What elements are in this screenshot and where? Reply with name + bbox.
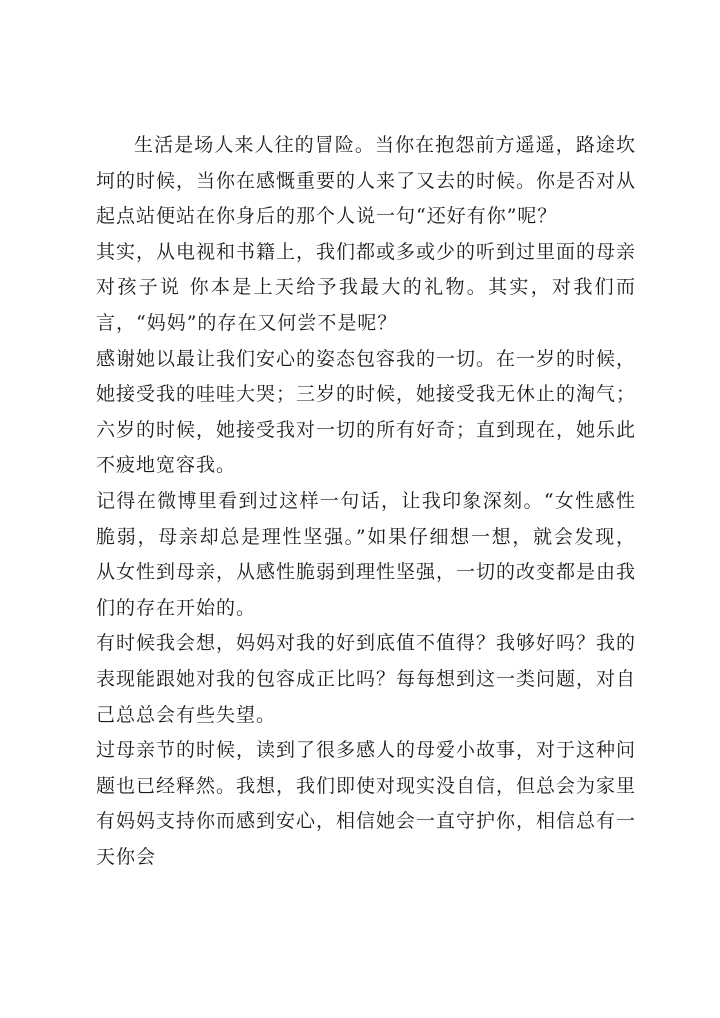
paragraph-4: 记得在微博里看到过这样一句话，让我印象深刻。“女性感性脆弱，母亲却总是理性坚强。”如果仔细想一想，就会发现，从女性到母亲，从感性脆弱到理性坚强，一切的改变都是由我们的存在开始的。 bbox=[96, 489, 637, 619]
document-page bbox=[96, 128, 636, 875]
paragraph-5: 有时候我会想，妈妈对我的好到底值不值得？我够好吗？我的表现能跟她对我的包容成正比吗？每每想到这一类问题，对自己总总会有些失望。 bbox=[96, 632, 637, 726]
paragraph-1: 生活是场人来人往的冒险。当你在抱怨前方遥遥，路途坎坷的时候，当你在感慨重要的人来了又去的时候。你是否对从起点站便站在你身后的那个人说一句“还好有你”呢？ bbox=[96, 134, 637, 228]
paragraph-2: 其实，从电视和书籍上，我们都或多或少的听到过里面的母亲对孩子说 你本是上天给予我最大的礼物。其实，对我们而言，“妈妈”的存在又何尝不是呢？ bbox=[96, 240, 637, 334]
paragraph-3: 感谢她以最让我们安心的姿态包容我的一切。在一岁的时候，她接受我的哇哇大哭；三岁的时候，她接受我无休止的淘气；六岁的时候，她接受我对一切的所有好奇；直到现在，她乐此不疲地宽容我。 bbox=[96, 347, 637, 477]
paragraph-6: 过母亲节的时候，读到了很多感人的母爱小故事，对于这种问题也已经释然。我想，我们即使对现实没自信，但总会为家里有妈妈支持你而感到安心，相信她会一直守护你，相信总有一天你会 bbox=[96, 739, 637, 868]
